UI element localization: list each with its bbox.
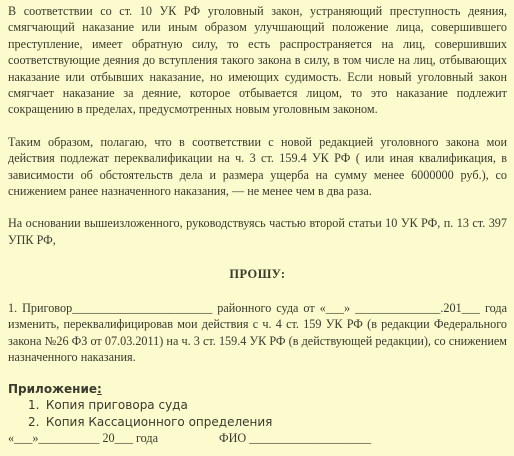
attachments-title xyxy=(8,381,507,397)
paragraph-requalification: Таким образом, полагаю, что в соответствии с новой редакцией уголовного закона мои действия подлежат переквалификации на ч. 3 ст. 159.4 УК РФ ( или иная квалификация, в зависимости об обстоятельств дела и размера ущерба на сумму менее 6000000 руб.), со снижением ранее назначенного наказания, — не менее чем в два раза. xyxy=(8,134,507,199)
attachments-title-colon: : xyxy=(97,382,102,397)
attachments-section xyxy=(8,381,507,430)
attachments-title-text: Приложение xyxy=(8,382,97,397)
paragraph-legal-basis: В соответствии со ст. 10 УК РФ уголовный закон, устраняющий преступность деяния, смягчающий наказание или иным образом улучшающий положение лица, совершившего преступление, имеет обратную силу, то есть распространяется на лиц, совершивших соответствующие деяния до вступления такого закона в силу, в том числе на лиц, отбывающих наказание или отбывших наказание, но имеющих судимость. Если новый уголовный закон смягчает наказание за деяние, которое отбывается лицом, то это наказание подлежит сокращению в пределах, предусмотренных новым уголовным законом. xyxy=(8,4,507,117)
list-item-label: Копия Кассационного определения xyxy=(45,414,273,429)
request-heading: ПРОШУ: xyxy=(229,267,286,282)
paragraph-grounds: На основании вышеизложенного, руководствуясь частью второй статьи 10 УК РФ, п. 13 ст. 397 УПК РФ, xyxy=(8,216,507,247)
list-item-number: 1. xyxy=(28,398,40,413)
attachments-list xyxy=(8,397,507,430)
list-item-label: Копия приговора суда xyxy=(45,398,188,413)
list-item-number: 2. xyxy=(28,414,40,429)
list-item xyxy=(26,414,507,431)
list-item xyxy=(26,397,507,414)
request-item-1: 1. Приговор_______________________ районного суда от «___» ______________.201___ года изменить, переквалифицировав мои действия с ч. 4 ст. 159 УК РФ (в редакции Федерального закона №26 ФЗ от 07.03.2011) на ч. 3 ст. 159.4 УК РФ (в действующей редакции), со снижением назначенного наказания. xyxy=(8,300,507,364)
signature-line: «___»__________ 20___ года ФИО ____________________ xyxy=(8,431,372,446)
